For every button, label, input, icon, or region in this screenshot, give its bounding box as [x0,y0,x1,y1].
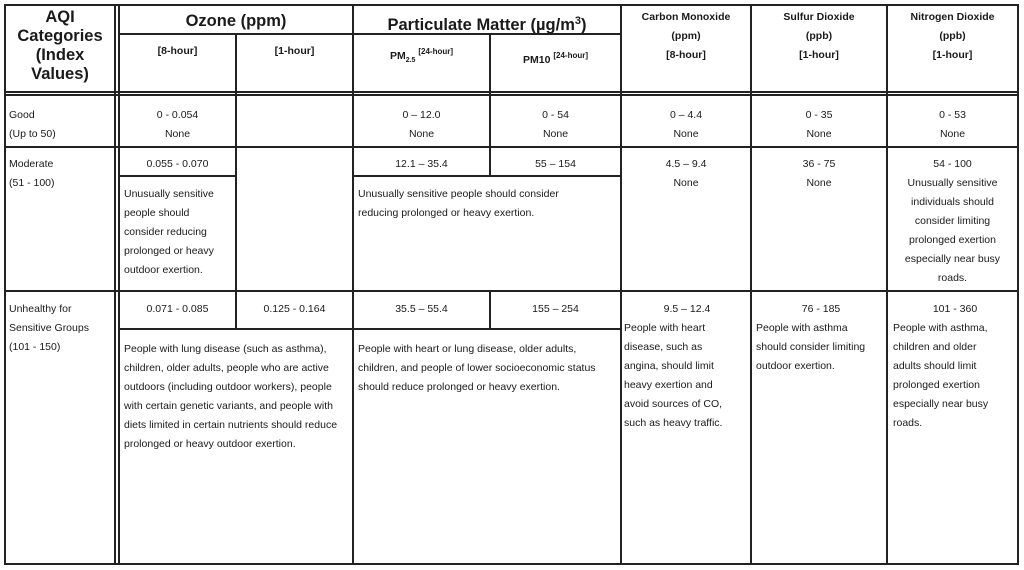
note-line: consider limiting [914,215,991,227]
value: 0 – 4.4 [669,109,703,121]
header-pm10-sup: [24-hour] [553,51,589,60]
note-line: Unusually sensitive people should consider [358,188,559,200]
row-good-category [9,106,113,144]
border-right [1017,4,1019,565]
border-top [4,4,1019,6]
header-co-line: (ppm) [671,30,701,42]
divider-moderate-ozone-sub [118,175,236,177]
note-line: People with heart [624,322,706,334]
header-so2-line: Sulfur Dioxide [783,11,855,23]
note: None [806,177,832,189]
value: 0 - 35 [805,109,833,121]
header-pm25-sub: 2.5 [405,57,416,64]
category-label: Moderate [9,158,54,170]
header-pm25-prefix: PM [389,50,406,62]
category-range: (Up to 50) [9,128,56,140]
row-usg-pm25: 35.5 – 55.4 [395,303,448,315]
note-line: adults should limit [893,360,977,372]
divider-usg-pm-sub [352,328,621,330]
header-ozone-1h: [1-hour] [274,45,315,57]
row-moderate-pm25: 12.1 – 35.4 [395,158,448,170]
row-usg-no2 [893,300,1017,433]
value: 0 - 54 [542,109,569,121]
divider-good-moderate [4,146,1019,148]
header-pm10-prefix: PM10 [522,54,551,66]
category-label: Good [9,109,35,121]
note-line: outdoors (including outdoor workers), people [124,381,332,393]
header-pm-title-sup: 3 [574,15,581,27]
divider-header-a [4,91,1019,93]
row-good-pm10 [491,106,620,144]
divider-ozone-pm [352,4,354,565]
row-usg-ozone-8h: 0.071 - 0.085 [146,303,209,315]
note-line: Unusually sensitive [907,177,998,189]
header-pm-title-suffix: ) [581,16,587,34]
header-aqi [6,8,114,84]
header-no2-line: Nitrogen Dioxide [910,11,995,23]
note-line: People with asthma [756,322,848,334]
note-line: especially near busy [893,398,989,410]
row-good-so2 [752,106,886,144]
row-moderate-category [9,155,113,193]
border-left [4,4,6,565]
header-pm [354,12,620,35]
row-moderate-pm-note [354,185,620,223]
note-line: children, and people of lower socioeconomic status [358,362,596,374]
divider-header-b [4,94,1019,96]
note-line: outdoor exertion. [124,264,203,276]
note-line: people should [124,207,190,219]
header-aqi-line: Values) [31,65,89,83]
divider-good-ozone [235,95,237,147]
category-range: (101 - 150) [9,341,61,353]
note-line: individuals should [911,196,994,208]
value: 9.5 – 12.4 [663,303,711,315]
value: 4.5 – 9.4 [665,158,707,170]
note-line: outdoor exertion. [756,360,835,372]
header-pm10 [491,46,620,70]
header-aqi-line: Categories [17,27,103,45]
note: None [673,177,699,189]
row-usg-ozone-note [120,340,352,454]
row-usg-ozone-1h: 0.125 - 0.164 [263,303,326,315]
note-line: consider reducing [124,226,207,238]
note: None [939,128,966,140]
note-line: prolonged or heavy outdoor exertion. [124,438,296,450]
divider-moderate-ozone [235,146,237,291]
note-line: prolonged exertion [909,234,996,246]
category-range: (51 - 100) [9,177,55,189]
header-pm-title: Particulate Matter (µg/m [387,16,575,34]
note-line: with certain genetic variants, and people with [124,400,333,412]
divider-co-so2 [750,4,752,565]
value: 0 – 12.0 [402,109,441,121]
border-bottom [4,563,1019,565]
row-good-ozone-8h [120,106,235,144]
row-good-no2 [888,106,1017,144]
note-line: should consider limiting [756,341,866,353]
category-label: Unhealthy for [9,303,72,315]
header-pm25 [354,42,489,70]
header-so2-line: (ppb) [805,30,833,42]
header-no2 [888,8,1017,65]
header-ozone: Ozone (ppm) [185,12,287,30]
note-line: roads. [893,417,923,429]
value: 36 - 75 [802,158,836,170]
row-moderate-so2 [752,155,886,193]
row-moderate-co [622,155,750,193]
note-line: diets limited in certain nutrients should reduce [124,419,338,431]
row-usg-pm-note [354,340,620,397]
note-line: especially near busy [904,253,1001,265]
header-no2-line: [1-hour] [932,49,973,61]
note-line: reducing prolonged or heavy exertion. [358,207,535,219]
row-moderate-ozone-note [120,185,235,280]
note-line: Unusually sensitive [124,188,214,200]
row-usg-category [9,300,113,357]
note-line: disease, such as [624,341,703,353]
note-line: prolonged or heavy [124,245,214,257]
row-usg-co [624,300,750,433]
row-moderate-pm10: 55 – 154 [535,158,576,170]
note-line: children and older [893,341,977,353]
note-line: avoid sources of CO, [624,398,723,410]
row-good-pm25 [354,106,489,144]
category-label: Sensitive Groups [9,322,89,334]
divider-moderate-usg [4,290,1019,292]
note: None [806,128,832,140]
value: 54 - 100 [933,158,972,170]
note: None [542,128,569,140]
note: None [408,128,435,140]
row-usg-pm10: 155 – 254 [532,303,579,315]
note-line: prolonged exertion [893,379,980,391]
divider-pm-co [620,4,622,565]
note-line: roads. [937,272,968,284]
header-ozone-8h: [8-hour] [157,45,198,57]
note-line: such as heavy traffic. [624,417,723,429]
note-line: children, older adults, people who are active [124,362,329,374]
value: 0 - 0.054 [156,109,199,121]
note-line: People with asthma, [893,322,988,334]
note: None [164,128,191,140]
row-good-co [622,106,750,144]
divider-aqi-a [114,4,116,565]
note-line: should reduce prolonged or heavy exertion. [358,381,560,393]
divider-moderate-pm-sub [352,175,621,177]
header-co [622,8,750,65]
note-line: People with lung disease (such as asthma), [124,343,327,355]
value: 76 - 185 [801,303,841,315]
row-moderate-ozone-8h: 0.055 - 0.070 [146,158,209,170]
header-no2-line: (ppb) [939,30,966,42]
header-aqi-line: (Index [35,46,85,64]
value: 0 - 53 [939,109,966,121]
header-co-line: [8-hour] [666,49,706,61]
header-co-line: Carbon Monoxide [641,11,731,23]
row-moderate-no2 [888,155,1017,288]
value: 101 - 360 [932,303,978,315]
row-usg-so2 [756,300,886,376]
divider-aqi-b [118,4,120,565]
header-pm25-sup: [24-hour] [418,47,454,56]
header-so2-line: [1-hour] [799,49,839,61]
note-line: People with heart or lung disease, older adults, [358,343,577,355]
header-aqi-line: AQI [45,8,75,26]
header-so2 [752,8,886,65]
note-line: angina, should limit [624,360,714,372]
note: None [673,128,699,140]
note-line: heavy exertion and [624,379,713,391]
